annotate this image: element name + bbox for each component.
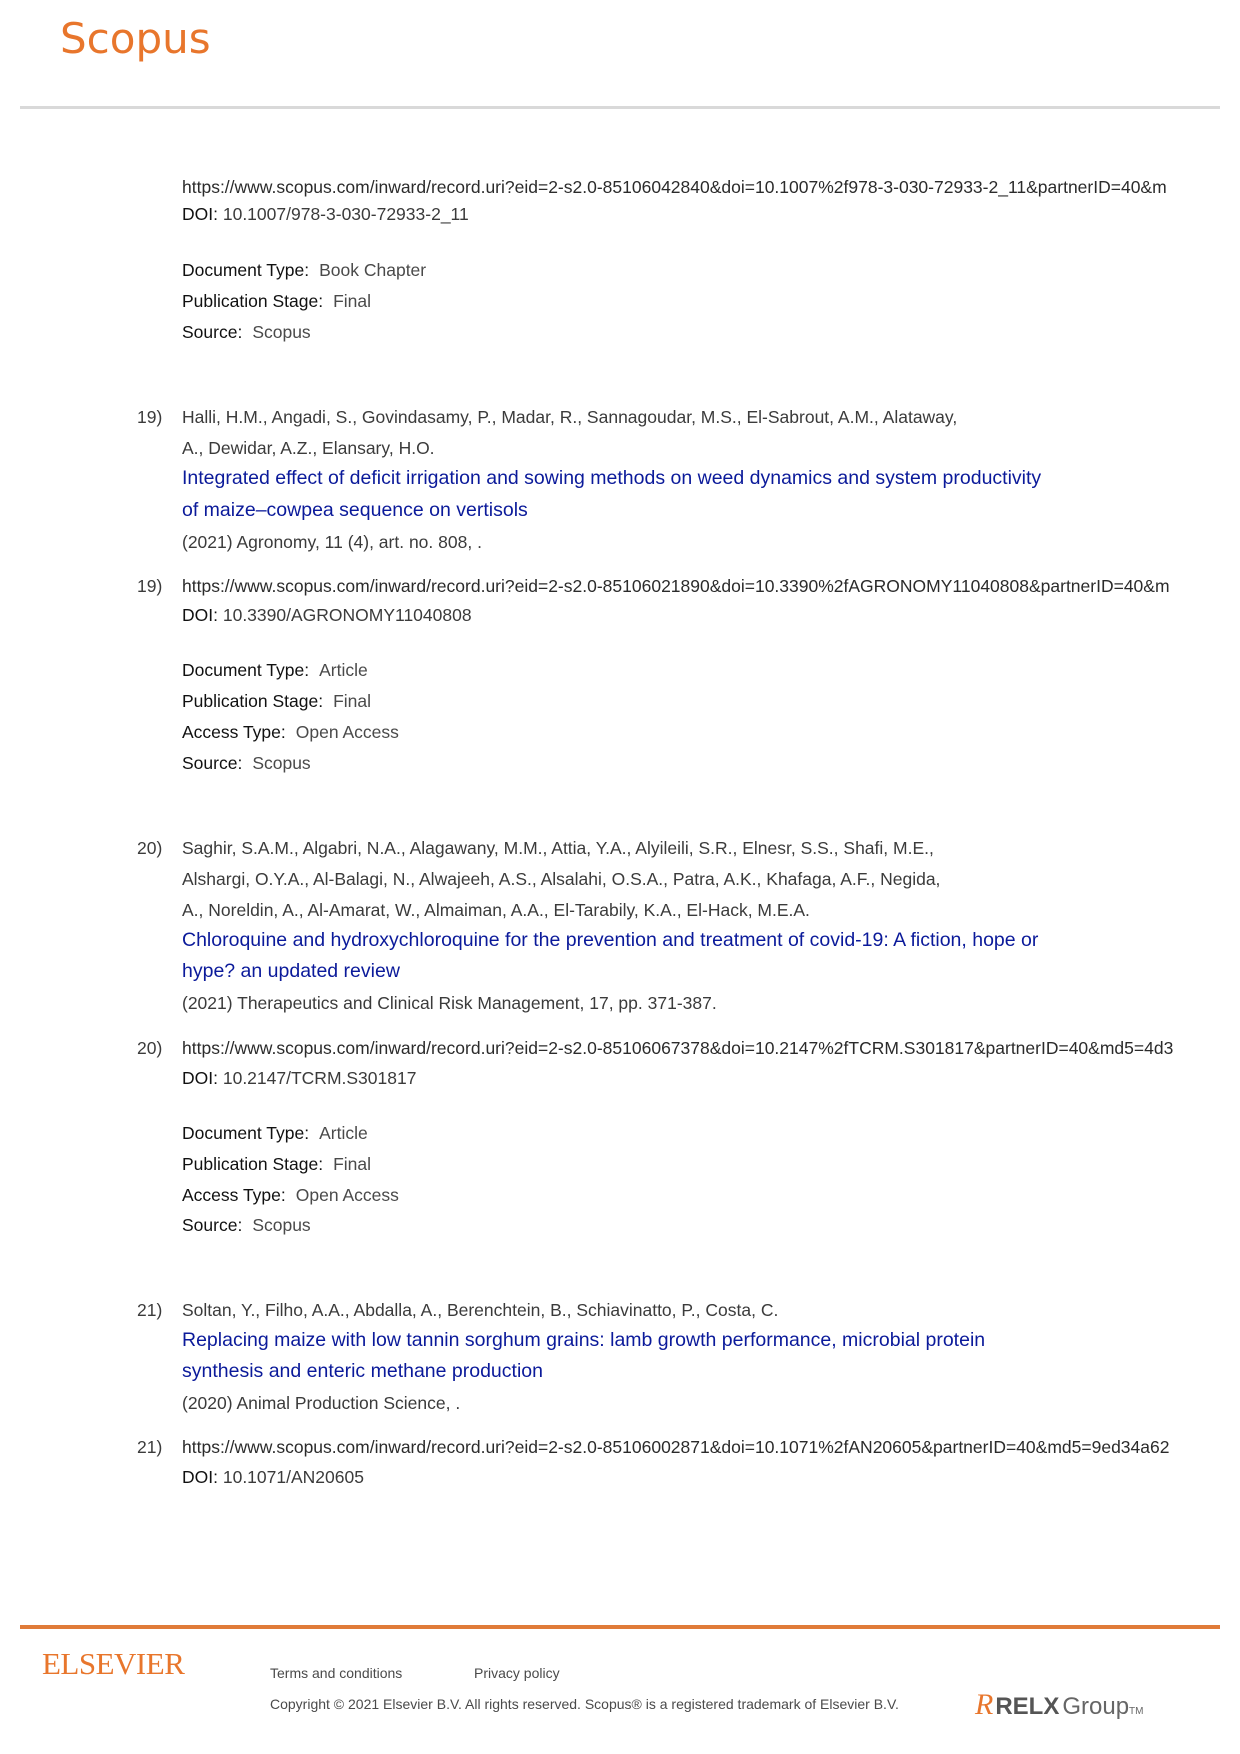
citation: (2021) Therapeutics and Clinical Risk Management, 17, pp. 371-387.	[182, 993, 717, 1013]
field-publication-stage: Publication Stage: Final	[182, 1154, 372, 1174]
authors-line: A., Dewidar, A.Z., Elansary, H.O.	[182, 438, 435, 458]
doi-line	[182, 604, 472, 626]
doi-label: DOI:	[182, 1068, 218, 1088]
scopus-logo: Scopus	[60, 14, 211, 63]
doi-value: 10.1007/978-3-030-72933-2_11	[222, 204, 469, 224]
authors-line: Alshargi, O.Y.A., Al-Balagi, N., Alwajeeh, A.S., Alsalahi, O.S.A., Patra, A.K., Khafaga, A.F., Negida,	[182, 869, 941, 889]
relx-wordmark: RELX	[995, 1693, 1060, 1720]
doi-value: 10.3390/AGRONOMY11040808	[222, 605, 472, 625]
authors-line: A., Noreldin, A., Al-Amarat, W., Almaiman, A.A., El-Tarabily, K.A., El-Hack, M.E.A.	[182, 900, 810, 920]
relx-group-logo	[975, 1688, 1144, 1722]
record-url[interactable]: https://www.scopus.com/inward/record.uri?eid=2-s2.0-85106021890&doi=10.3390%2fAGRONOMY11040808&partnerID=40&m	[182, 576, 1170, 596]
authors-line: Halli, H.M., Angadi, S., Govindasamy, P., Madar, R., Sannagoudar, M.S., El-Sabrout, A.M., Alataway,	[182, 407, 958, 427]
doi-line	[182, 203, 469, 225]
doi-label: DOI:	[182, 1467, 218, 1487]
article-title-link[interactable]: hype? an updated review	[182, 960, 400, 982]
reference-number: 19)	[137, 576, 163, 596]
reference-number: 19)	[137, 407, 163, 427]
field-document-type: Document Type: Book Chapter	[182, 260, 427, 280]
doi-value: 10.1071/AN20605	[222, 1467, 364, 1487]
article-title-link[interactable]: synthesis and enteric methane production	[182, 1360, 543, 1382]
reference-number: 20)	[137, 1038, 163, 1058]
relx-group-wordmark: Group	[1062, 1693, 1130, 1720]
field-source: Source: Scopus	[182, 322, 311, 342]
privacy-link[interactable]: Privacy policy	[474, 1665, 560, 1681]
field-document-type: Document Type: Article	[182, 660, 368, 680]
citation: (2021) Agronomy, 11 (4), art. no. 808, .	[182, 532, 482, 552]
doi-value: 10.2147/TCRM.S301817	[222, 1068, 417, 1088]
trademark-symbol: TM	[1129, 1706, 1144, 1717]
relx-mark-icon: R	[975, 1688, 994, 1721]
record-url[interactable]: https://www.scopus.com/inward/record.uri?eid=2-s2.0-85106002871&doi=10.1071%2fAN20605&partnerID=40&md5=9ed34a62	[182, 1437, 1170, 1457]
footer-divider	[20, 1625, 1220, 1629]
doi-line	[182, 1067, 416, 1089]
elsevier-logo: ELSEVIER	[42, 1646, 185, 1681]
reference-number: 20)	[137, 838, 163, 858]
citation: (2020) Animal Production Science, .	[182, 1393, 461, 1413]
reference-number: 21)	[137, 1300, 163, 1320]
field-access-type: Access Type: Open Access	[182, 722, 399, 742]
record-url[interactable]: https://www.scopus.com/inward/record.uri?eid=2-s2.0-85106067378&doi=10.2147%2fTCRM.S301817&partnerID=40&md5=4d3	[182, 1038, 1174, 1058]
reference-number: 21)	[137, 1437, 163, 1457]
field-source: Source: Scopus	[182, 1215, 311, 1235]
authors-line: Soltan, Y., Filho, A.A., Abdalla, A., Berenchtein, B., Schiavinatto, P., Costa, C.	[182, 1300, 779, 1320]
terms-link[interactable]: Terms and conditions	[270, 1665, 403, 1681]
doi-label: DOI:	[182, 605, 218, 625]
authors-line: Saghir, S.A.M., Algabri, N.A., Alagawany, M.M., Attia, Y.A., Alyileili, S.R., Elnesr, S.S., Shafi, M.E.,	[182, 838, 934, 858]
copyright-text: Copyright © 2021 Elsevier B.V. All rights reserved. Scopus® is a registered trademark of Elsevier B.V.	[270, 1696, 899, 1712]
doi-label: DOI:	[182, 204, 218, 224]
field-access-type: Access Type: Open Access	[182, 1185, 399, 1205]
record-url[interactable]: https://www.scopus.com/inward/record.uri?eid=2-s2.0-85106042840&doi=10.1007%2f978-3-030-72933-2_11&partnerID=40&m	[182, 177, 1167, 197]
article-title-link[interactable]: Chloroquine and hydroxychloroquine for the prevention and treatment of covid-19: A fiction, hope or	[182, 929, 1039, 951]
article-title-link[interactable]: of maize–cowpea sequence on vertisols	[182, 499, 528, 521]
article-title-link[interactable]: Replacing maize with low tannin sorghum grains: lamb growth performance, microbial protein	[182, 1329, 986, 1351]
header-divider	[20, 106, 1220, 109]
field-publication-stage: Publication Stage: Final	[182, 291, 372, 311]
article-title-link[interactable]: Integrated effect of deficit irrigation and sowing methods on weed dynamics and system productivity	[182, 467, 1042, 489]
field-document-type: Document Type: Article	[182, 1123, 368, 1143]
doi-line	[182, 1466, 364, 1488]
field-source: Source: Scopus	[182, 753, 311, 773]
field-publication-stage: Publication Stage: Final	[182, 691, 372, 711]
